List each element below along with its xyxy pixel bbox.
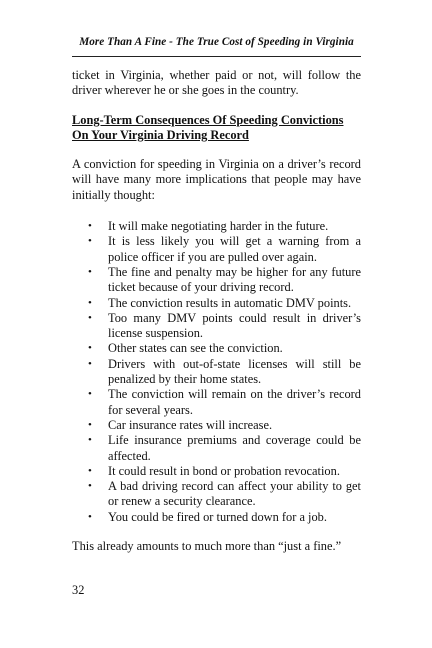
list-item xyxy=(72,311,361,342)
list-item xyxy=(72,387,361,418)
list-item-text: Too many DMV points could result in driver’s license suspension. xyxy=(108,310,361,341)
bullet-icon: • xyxy=(88,265,92,278)
list-item-text: The fine and penalty may be higher for any future ticket because of your driving record. xyxy=(108,264,361,295)
bullet-icon: • xyxy=(88,464,92,477)
list-item xyxy=(72,510,361,525)
section-heading: Long-Term Consequences Of Speeding Convictions On Your Virginia Driving Record xyxy=(72,112,344,142)
bullet-icon: • xyxy=(88,235,92,248)
list-item xyxy=(72,265,361,296)
bullet-icon: • xyxy=(88,434,92,447)
list-item xyxy=(72,341,361,356)
book-page xyxy=(72,0,361,648)
list-item-text: It is less likely you will get a warning from a police officer if you are pulled over again. xyxy=(108,234,361,264)
list-item-text: Life insurance premiums and coverage could be affected. xyxy=(108,433,361,463)
list-item-text: The conviction results in automatic DMV points. xyxy=(108,295,352,310)
list-item xyxy=(72,357,361,388)
list-item xyxy=(72,219,361,234)
bullet-icon: • xyxy=(88,220,92,233)
bullet-icon: • xyxy=(88,357,92,370)
bullet-icon: • xyxy=(88,510,92,523)
bullet-icon: • xyxy=(88,296,92,309)
list-item-text: A bad driving record can affect your ability to get or renew a security clearance. xyxy=(108,479,361,509)
list-item-text: Car insurance rates will increase. xyxy=(108,417,273,432)
closing-paragraph: This already amounts to much more than “just a fine.” xyxy=(72,539,342,554)
bullet-icon: • xyxy=(88,311,92,324)
page-body xyxy=(72,68,361,554)
list-item-text: The conviction will remain on the driver’s record for several years. xyxy=(108,387,361,417)
bullet-icon: • xyxy=(88,480,92,493)
header-rule xyxy=(72,56,361,57)
bullet-icon: • xyxy=(88,388,92,401)
list-item-text: Drivers with out-of-state licenses will still be penalized by their home states. xyxy=(108,356,361,387)
running-header: More Than A Fine - The True Cost of Speeding in Virginia xyxy=(79,36,354,48)
bullet-icon: • xyxy=(88,418,92,431)
list-item xyxy=(72,479,361,510)
list-item xyxy=(72,433,361,464)
intro-paragraph: A conviction for speeding in Virginia on a driver’s record will have many more implications that people may have initially thought: xyxy=(72,157,361,202)
continued-paragraph: ticket in Virginia, whether paid or not, will follow the driver wherever he or she goes in the country. xyxy=(72,68,361,98)
list-item-text: It will make negotiating harder in the future. xyxy=(108,219,329,234)
list-item xyxy=(72,296,361,311)
list-item-text: It could result in bond or probation revocation. xyxy=(108,463,340,478)
list-item-text: Other states can see the conviction. xyxy=(108,341,283,356)
list-item xyxy=(72,418,361,433)
bullet-icon: • xyxy=(88,342,92,355)
list-item-text: You could be fired or turned down for a job. xyxy=(108,509,327,524)
page-number: 32 xyxy=(72,583,85,597)
consequences-list xyxy=(72,219,361,525)
list-item xyxy=(72,234,361,265)
list-item xyxy=(72,464,361,479)
